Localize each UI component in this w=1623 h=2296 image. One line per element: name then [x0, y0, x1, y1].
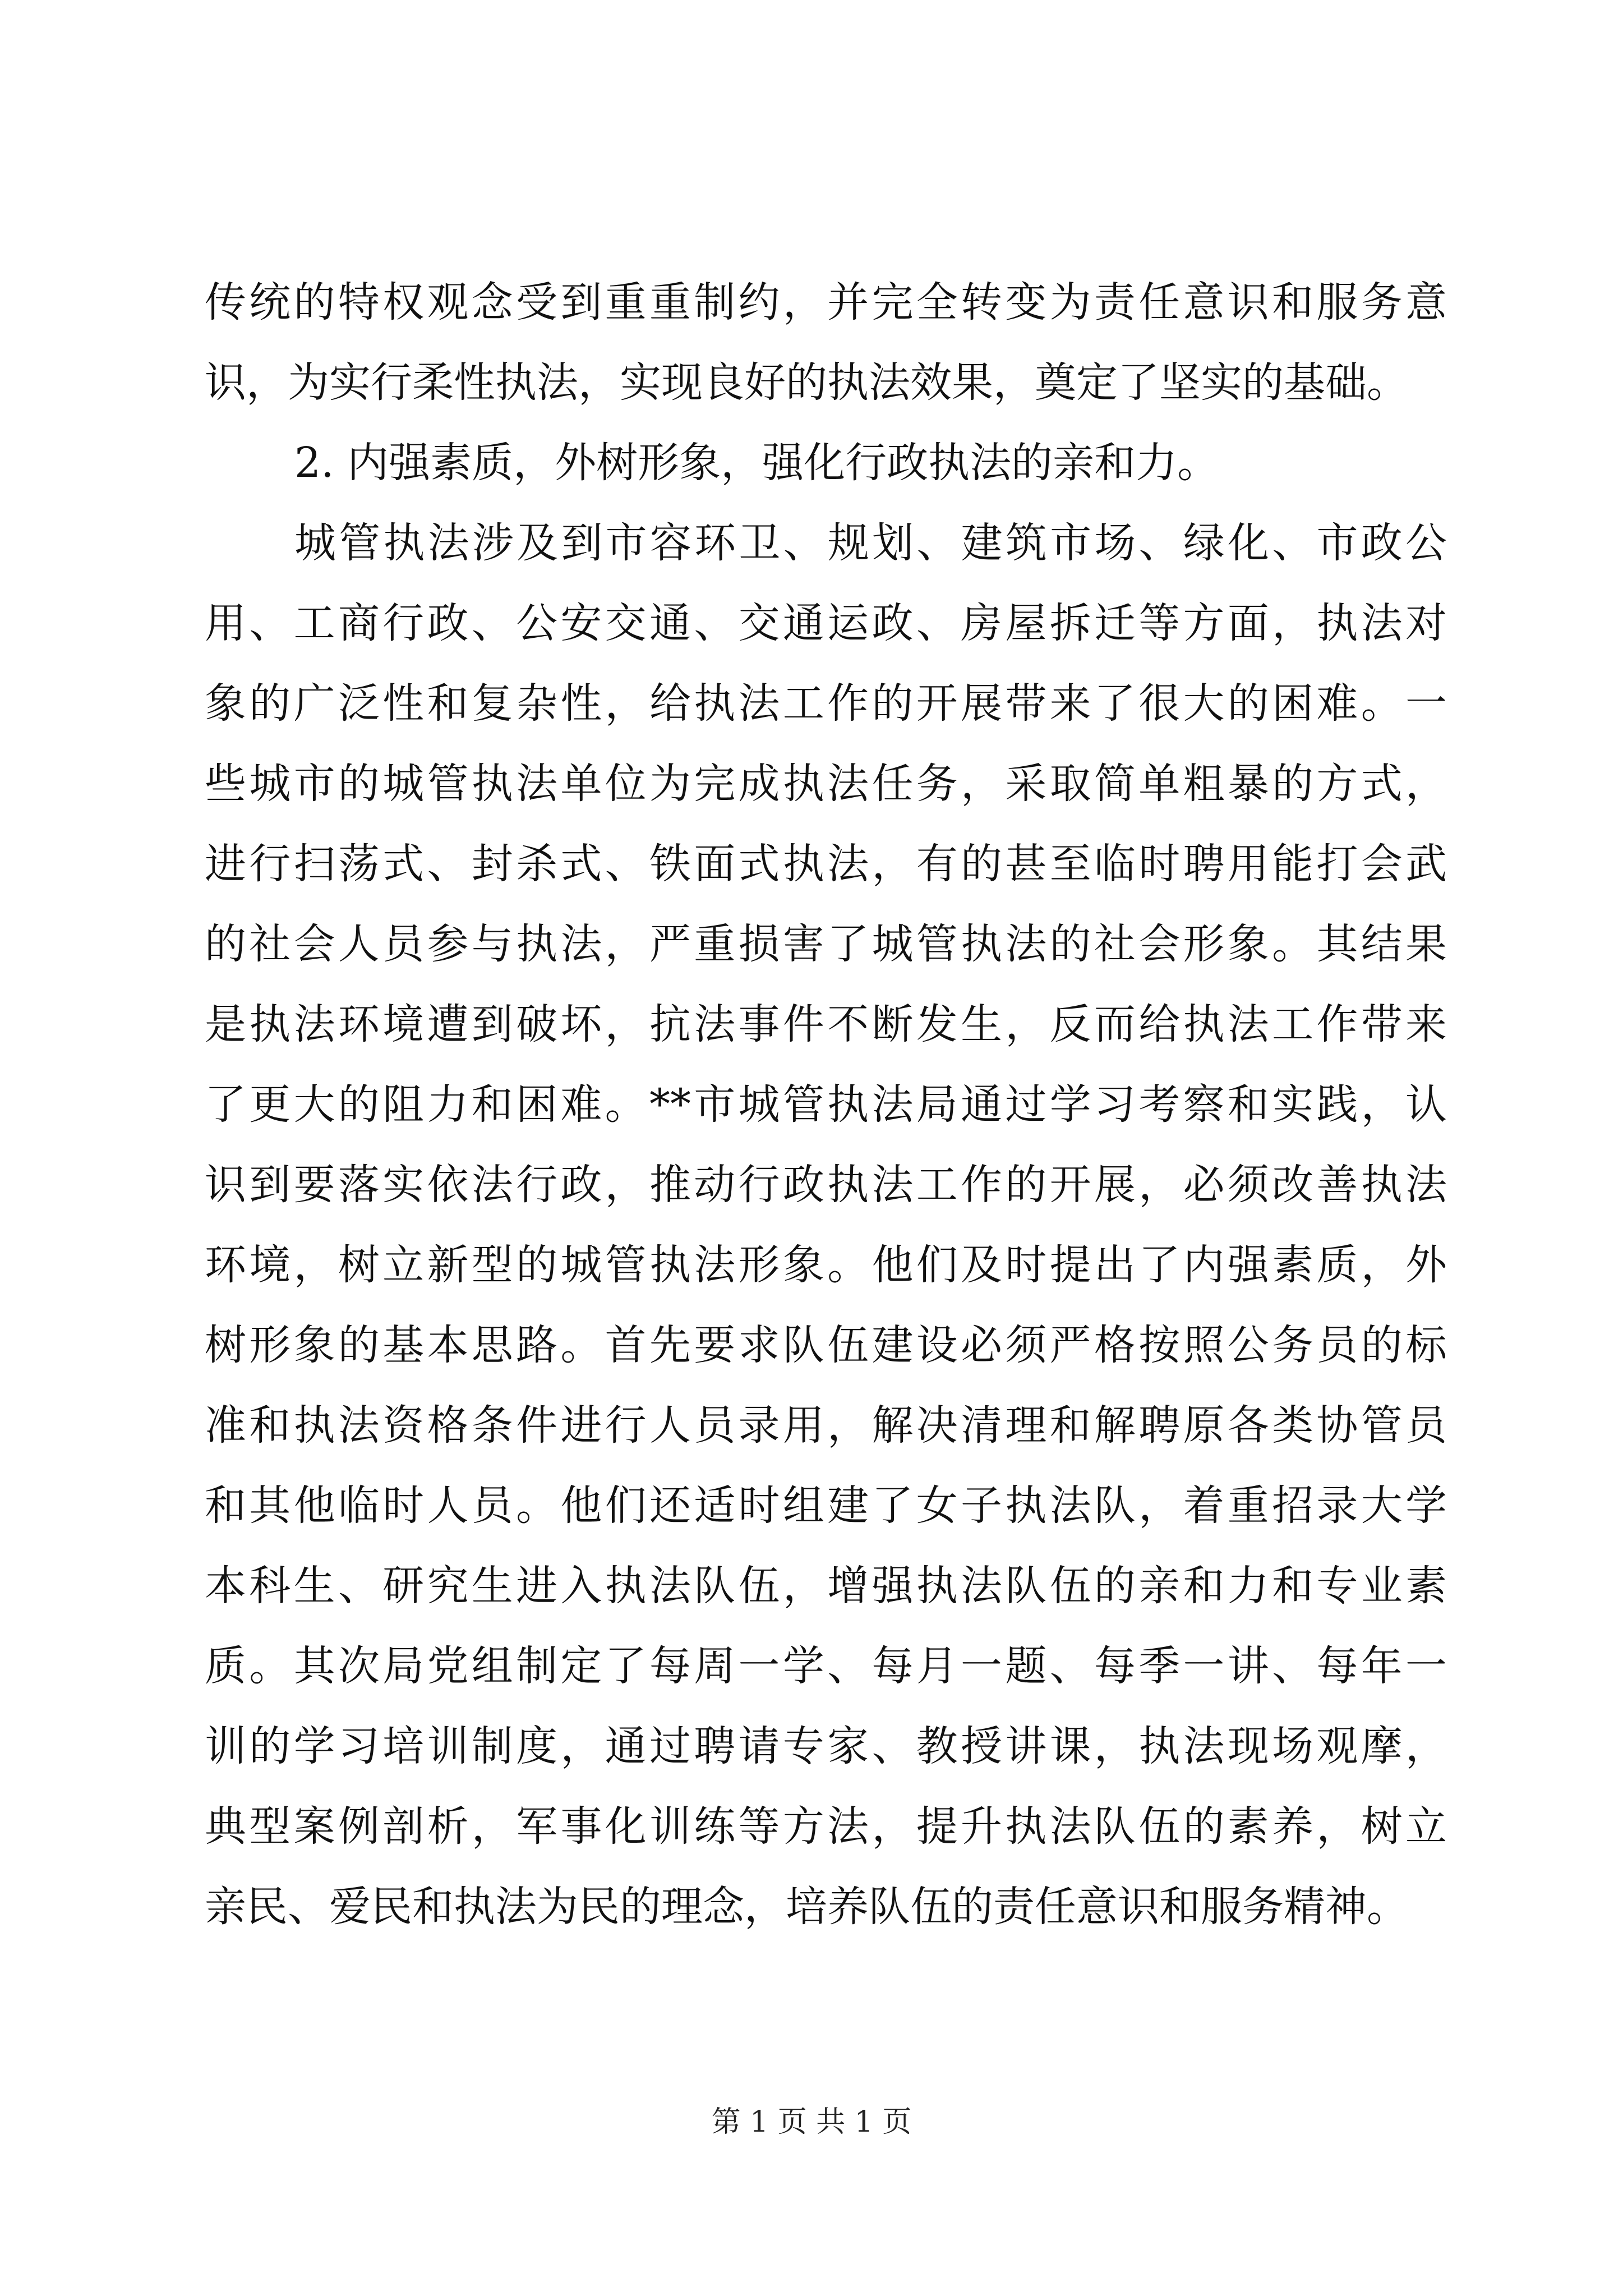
text-line: 些城市的城管执法单位为完成执法任务，采取简单粗暴的方式， — [205, 760, 1447, 808]
text-line: 准和执法资格条件进行人员录用，解决清理和解聘原各类协管员 — [205, 1401, 1447, 1450]
text-line: 进行扫荡式、封杀式、铁面式执法，有的甚至临时聘用能打会武 — [205, 840, 1447, 888]
text-line: 是执法环境遭到破坏，抗法事件不断发生，反而给执法工作带来 — [205, 1000, 1447, 1048]
text-line: 象的广泛性和复杂性，给执法工作的开展带来了很大的困难。一 — [205, 679, 1447, 728]
text-line: 典型案例剖析，军事化训练等方法，提升执法队伍的素养，树立 — [205, 1802, 1447, 1851]
text-line: 和其他临时人员。他们还适时组建了女子执法队，着重招录大学 — [205, 1481, 1447, 1530]
text-line: 识到要落实依法行政，推动行政执法工作的开展，必须改善执法 — [205, 1161, 1447, 1209]
text-line: 传统的特权观念受到重重制约，并完全转变为责任意识和服务意 — [205, 278, 1447, 326]
text-line: 城管执法涉及到市容环卫、规划、建筑市场、绿化、市政公 — [294, 519, 1447, 567]
text-line: 识，为实行柔性执法，实现良好的执法效果，奠定了坚实的基础。 — [205, 358, 1408, 407]
section-heading: 2. 内强素质，外树形象，强化行政执法的亲和力。 — [294, 439, 1219, 487]
text-line: 树形象的基本思路。首先要求队伍建设必须严格按照公务员的标 — [205, 1321, 1447, 1369]
text-line: 训的学习培训制度，通过聘请专家、教授讲课，执法现场观摩， — [205, 1722, 1447, 1770]
page-number-footer: 第 1 页 共 1 页 — [711, 2105, 912, 2139]
text-line: 亲民、爱民和执法为民的理念，培养队伍的责任意识和服务精神。 — [205, 1883, 1408, 1931]
text-line: 本科生、研究生进入执法队伍，增强执法队伍的亲和力和专业素 — [205, 1562, 1447, 1610]
text-line: 用、工商行政、公安交通、交通运政、房屋拆迁等方面，执法对 — [205, 599, 1447, 647]
text-line: 的社会人员参与执法，严重损害了城管执法的社会形象。其结果 — [205, 920, 1447, 968]
body-text — [205, 263, 1447, 1947]
text-line: 了更大的阻力和困难。**市城管执法局通过学习考察和实践，认 — [205, 1080, 1447, 1129]
text-line: 环境，树立新型的城管执法形象。他们及时提出了内强素质，外 — [205, 1241, 1447, 1289]
text-line: 质。其次局党组制定了每周一学、每月一题、每季一讲、每年一 — [205, 1642, 1447, 1690]
